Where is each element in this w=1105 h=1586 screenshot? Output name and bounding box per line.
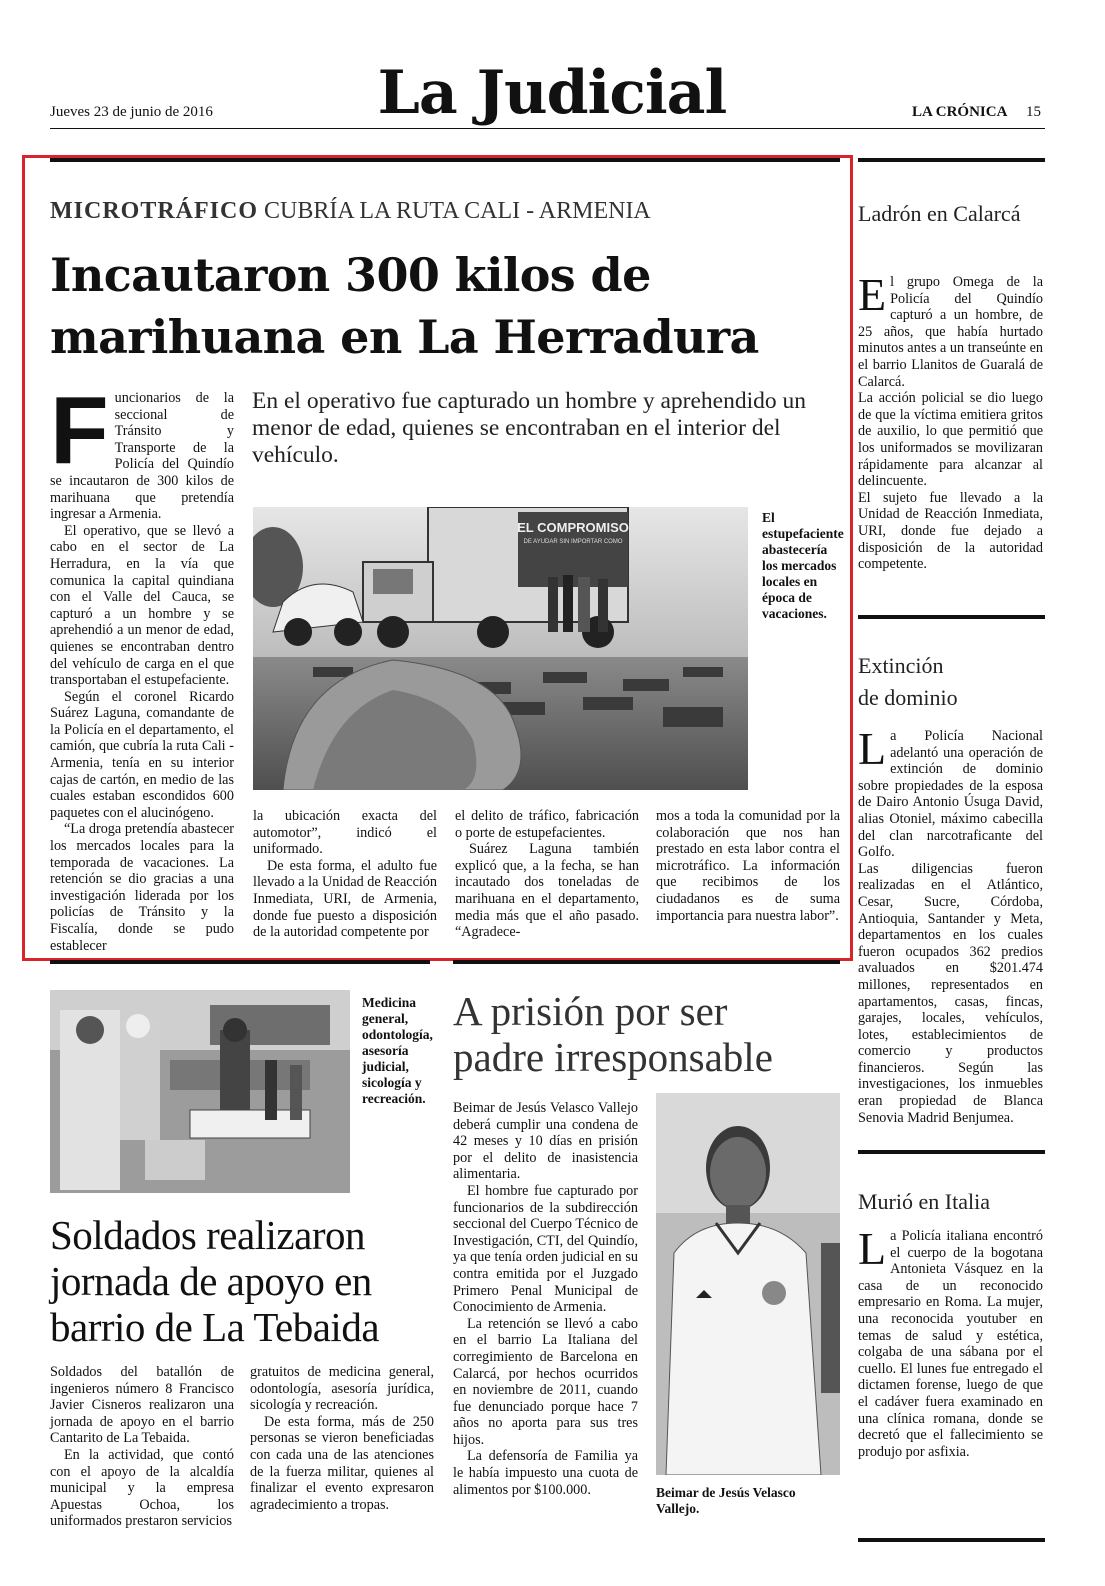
dropcap-l2: L [858, 1223, 887, 1274]
soldiers-headline-3: barrio de La Tebaida [50, 1304, 380, 1350]
sidebar-bottom-rule [858, 1538, 1045, 1542]
soldiers-photo-caption: Medicina general, odontología, asesoría judicial, sicología y recreación. [362, 995, 433, 1106]
soldiers-headline [50, 1212, 440, 1350]
main-photo-caption: El estupefaciente abastecería los mercados locales en época de vacaciones. [762, 510, 844, 621]
soldiers-headline-1: Soldados realizaron [50, 1212, 365, 1258]
soldiers-col-1 [50, 1364, 234, 1530]
main-col3-p1: el delito de tráfico, fabricación o porte de estupefacientes. [455, 808, 639, 841]
dropcap-l1: L [858, 723, 887, 774]
prison-p1: Beimar de Jesús Velasco Vallejo deberá cumplir una condena de 42 meses y 10 días en prisión por el delito de inasistencia alimentaria. [453, 1100, 638, 1183]
sidebar-story2-body [858, 723, 1043, 1126]
main-col-4 [656, 808, 840, 924]
main-col-3 [455, 808, 639, 941]
header-rule [50, 128, 1045, 129]
portrait-illustration [656, 1093, 840, 1475]
soldiers-col2-p2: De esta forma, más de 250 personas se vieron beneficiadas con cada una de las atenciones de la fuerza militar, quienes al finalizar el evento expresaron agradecimiento a tropas. [250, 1413, 434, 1513]
main-kicker [50, 198, 651, 225]
sidebar-story3-title: Murió en Italia [858, 1189, 990, 1214]
sidebar-story2-title [858, 650, 1044, 714]
main-col1-p1: uncionarios de la seccional de Tránsito y Transporte de la Policía del Quindío se incautaron de 300 kilos de marihuana que pretendía ingresar a Armenia. [50, 390, 234, 523]
soldiers-col1-p2: En la actividad, que contó con el apoyo de la alcaldía municipal y la empresa Apuestas Ochoa, los uniformados prestaron servicios [50, 1446, 234, 1530]
sidebar-rule-3 [858, 1150, 1045, 1154]
soldiers-headline-2: jornada de apoyo en [50, 1258, 372, 1304]
sidebar-story1-title: Ladrón en Calarcá [858, 201, 1021, 226]
main-col-1 [50, 377, 234, 954]
story1-p1: l grupo Omega de la Policía del Quindío capturó a un hombre, de 25 años, que había hurtado minutos antes a un transeúnte en el barrio Llanitos de Guaralá de Calarcá. [858, 274, 1043, 390]
prison-headline [453, 988, 843, 1080]
prison-body [453, 1100, 638, 1498]
section-title: La Judicial [377, 58, 727, 128]
sidebar-rule-2 [858, 615, 1045, 619]
story2-title-line1: Extinción [858, 653, 944, 678]
story2-title-line2: de dominio [858, 685, 958, 710]
prison-photo-caption: Beimar de Jesús Velasco Vallejo. [656, 1485, 796, 1516]
prison-headline-2: padre irresponsable [453, 1034, 773, 1080]
main-col2-p1: la ubicación exacta del automotor”, indicó el uniformado. [253, 808, 437, 858]
prison-headline-1: A prisión por ser [453, 988, 728, 1034]
main-lead: En el operativo fue capturado un hombre y aprehendido un menor de edad, quienes se encontraban en el interior del vehículo. [252, 388, 807, 468]
dropcap-f: F [50, 377, 109, 484]
soldiers-col2-p1: gratuitos de medicina general, odontología, asesoría jurídica, sicología y recreación. [250, 1364, 434, 1414]
banner-subtitle: DE AYUDAR SIN IMPORTAR COMO [523, 539, 623, 545]
page-number: 15 [1026, 104, 1041, 120]
main-col1-p2: El operativo, que se llevó a cabo en el sector de La Herradura, en la vía que comunica la capital quindiana con el Valle del Cauca, se capturó a un hombre y se aprehendió a un menor de edad, quienes se encontraban dentro del vehículo de carga en el que transportaban el estupefaciente. [50, 522, 234, 689]
soldiers-photo [50, 990, 350, 1193]
main-headline [50, 244, 850, 368]
banner-title: EL COMPROMISO [517, 520, 629, 535]
main-photo [253, 507, 748, 790]
story1-p2: La acción policial se dio luego de que la víctima emitiera gritos de auxilio, lo que permitió que los uniformados se movilizaran rápidamente para alcanzar al delincuente. [858, 390, 1043, 490]
sidebar-top-rule [858, 158, 1045, 162]
main-col4-p1: mos a toda la comunidad por la colaboración que nos han prestado en esta labor contra el microtráfico. La información que recibimos de los ciudadanos es de suma importancia para nuestra labor”. [656, 808, 840, 924]
main-col1-p4: “La droga pretendía abastecer los mercados locales para la temporada de vacaciones. La retención se dio gracias a una investigación liderada por los policías de Tránsito y la Fiscalía, donde se pudo establecer [50, 821, 234, 954]
soldiers-col-2 [250, 1364, 434, 1513]
main-col1-p3: Según el coronel Ricardo Suárez Laguna, comandante de la Policía en el departamento, el camión, que cubría la ruta Cali - Armenia, tenía en su interior cajas de cartón, en medio de las cuales estaban escondidos 600 paquetes con el alucinógeno. [50, 688, 234, 821]
prison-p3: La retención se llevó a cabo en el barrio La Italiana del corregimiento de Barcelona en Calarcá, por hechos ocurridos en noviembre de 2011, cuando fue denunciado porque hace 7 años no aporta para sus tres hijos. [453, 1315, 638, 1448]
truck-scene-illustration [253, 507, 748, 790]
main-story-top-rule [50, 158, 840, 162]
prison-p2: El hombre fue capturado por funcionarios de la subdirección seccional del Cuerpo Técnico de Investigación, CTI, del Quindío, ya que tenía orden judicial en su contra emitida por el Juzgado Primero Penal Municipal de Conocimiento de Armenia. [453, 1182, 638, 1316]
story2-p1: a Policía Nacional adelantó una operación de extinción de dominio sobre propiedades de la esposa de Dairo Antonio Úsuga David, alias Otoniel, máximo cabecilla del clan narcotraficante del Golfo. [858, 728, 1043, 861]
story2-p2: Las diligencias fueron realizadas en el Atlántico, Cesar, Sucre, Córdoba, Antioquia, Santander y Meta, departamentos en los cuales fueron ocupados 362 predios avaluados en $201.474 millones, representados en apartamentos, casas, fincas, garajes, locales, vehículos, lotes, establecimientos de comercio y productos financieros. Según las investigaciones, los inmuebles eran propiedad de Blanca Senovia Madrid Benjumea. [858, 860, 1043, 1126]
prison-photo [656, 1093, 840, 1475]
prison-p4: La defensoría de Familia ya le había impuesto una cuota de alimentos por $100.000. [453, 1448, 638, 1498]
soldiers-top-rule [50, 960, 430, 964]
dropcap-e: E [858, 269, 887, 320]
prison-top-rule [453, 960, 840, 964]
sidebar-story3-body [858, 1223, 1043, 1460]
headline-line-2: marihuana en La Herradura [50, 310, 759, 364]
medical-brigade-illustration [50, 990, 350, 1193]
main-col3-p2: Suárez Laguna también explicó que, a la fecha, se han incautado dos toneladas de marihuana en el departamento, media más que el año pasado. “Agradece- [455, 841, 639, 941]
issue-date: Jueves 23 de junio de 2016 [50, 104, 213, 120]
main-col2-p2: De esta forma, el adulto fue llevado a la Unidad de Reacción Inmediata, URI, de Armenia, donde fue puesto a disposición de la autoridad competente por [253, 857, 437, 941]
newspaper-name: LA CRÓNICA [912, 104, 1008, 120]
main-col-2 [253, 808, 437, 941]
kicker-bold: MICROTRÁFICO [50, 198, 258, 224]
soldiers-col1-p1: Soldados del batallón de ingenieros número 8 Francisco Javier Cisneros realizaron una jornada de apoyo en el barrio Cantarito de La Tebaida. [50, 1364, 234, 1447]
headline-line-1: Incautaron 300 kilos de [50, 248, 651, 302]
story1-p3: El sujeto fue llevado a la Unidad de Reacción Inmediata, URI, donde fue dejado a disposición de la autoridad competente. [858, 489, 1043, 573]
sidebar-story1-body [858, 269, 1043, 573]
kicker-rest: CUBRÍA LA RUTA CALI - ARMENIA [258, 198, 651, 224]
story3-p1: a Policía italiana encontró el cuerpo de la bogotana Antonieta Vásquez en la casa de un reconocido empresario en Roma. La mujer, una reconocida youtuber en temas de salud y estética, colgaba de una sábana por el cuello. El lunes fue entregado el dictamen forense, luego de que el cadáver fuera examinado en una clínica romana, donde se decretó que el fallecimiento se produjo por asfixia. [858, 1228, 1043, 1460]
